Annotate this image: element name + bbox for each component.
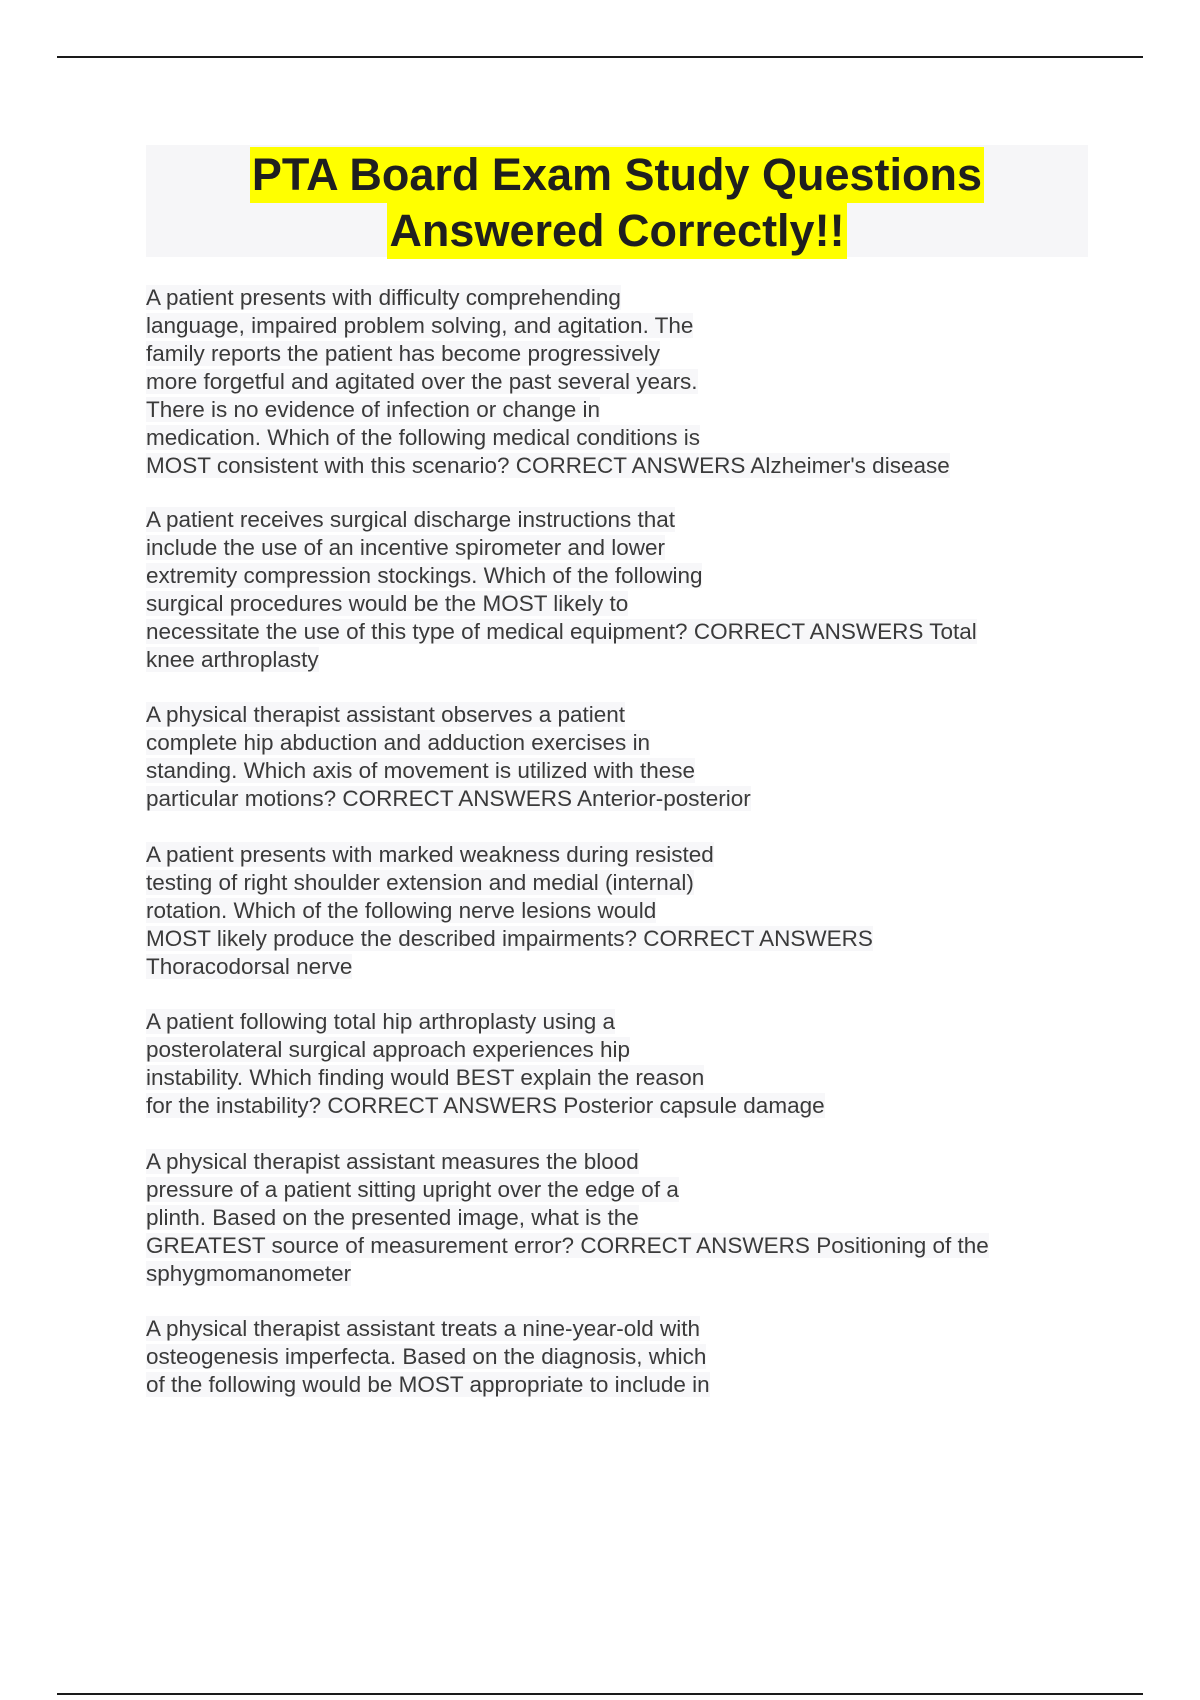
question-line: osteogenesis imperfecta. Based on the diagnosis, which	[146, 1344, 707, 1369]
question-line: complete hip abduction and adduction exercises in	[146, 730, 651, 755]
question-line: surgical procedures would be the MOST likely to	[146, 591, 629, 616]
question-line: Thoracodorsal nerve	[146, 954, 353, 979]
question-5	[146, 1008, 1106, 1120]
question-4	[146, 841, 1106, 981]
document-title	[146, 145, 1088, 257]
question-line: A physical therapist assistant measures the blood	[146, 1149, 639, 1174]
question-line: instability. Which finding would BEST explain the reason	[146, 1065, 705, 1090]
question-line: There is no evidence of infection or change in	[146, 397, 601, 422]
question-line: A patient presents with difficulty comprehending	[146, 285, 621, 310]
question-7	[146, 1315, 1106, 1399]
question-1	[146, 284, 1106, 480]
question-line: A patient receives surgical discharge instructions that	[146, 507, 676, 532]
question-line: MOST consistent with this scenario? CORRECT ANSWERS Alzheimer's disease	[146, 453, 950, 478]
top-rule	[57, 56, 1143, 58]
question-line: A patient following total hip arthroplasty using a	[146, 1009, 616, 1034]
question-2	[146, 506, 1106, 674]
question-line: particular motions? CORRECT ANSWERS Anterior-posterior	[146, 786, 751, 811]
question-line: A physical therapist assistant observes a patient	[146, 702, 626, 727]
question-line: of the following would be MOST appropriate to include in	[146, 1372, 710, 1397]
question-line: for the instability? CORRECT ANSWERS Posterior capsule damage	[146, 1093, 825, 1118]
question-3	[146, 701, 1106, 813]
question-line: testing of right shoulder extension and medial (internal)	[146, 870, 694, 895]
question-line: language, impaired problem solving, and agitation. The	[146, 313, 694, 338]
question-line: include the use of an incentive spirometer and lower	[146, 535, 666, 560]
question-line: knee arthroplasty	[146, 647, 319, 672]
question-line: plinth. Based on the presented image, what is the	[146, 1205, 639, 1230]
question-line: extremity compression stockings. Which of the following	[146, 563, 703, 588]
question-line: standing. Which axis of movement is utilized with these	[146, 758, 695, 783]
question-line: A physical therapist assistant treats a nine-year-old with	[146, 1316, 701, 1341]
question-line: medication. Which of the following medical conditions is	[146, 425, 701, 450]
question-line: MOST likely produce the described impairments? CORRECT ANSWERS	[146, 926, 873, 951]
question-line: more forgetful and agitated over the past several years.	[146, 369, 698, 394]
question-line: family reports the patient has become progressively	[146, 341, 660, 366]
question-line: GREATEST source of measurement error? CORRECT ANSWERS Positioning of the	[146, 1233, 989, 1258]
question-line: necessitate the use of this type of medical equipment? CORRECT ANSWERS Total	[146, 619, 977, 644]
question-line: pressure of a patient sitting upright over the edge of a	[146, 1177, 679, 1202]
question-line: rotation. Which of the following nerve lesions would	[146, 898, 657, 923]
question-line: sphygmomanometer	[146, 1261, 352, 1286]
title-line-1: PTA Board Exam Study Questions	[250, 147, 984, 203]
question-line: A patient presents with marked weakness during resisted	[146, 842, 714, 867]
question-line: posterolateral surgical approach experiences hip	[146, 1037, 631, 1062]
bottom-rule	[57, 1693, 1143, 1695]
question-6	[146, 1148, 1106, 1288]
title-line-2: Answered Correctly!!	[387, 203, 846, 259]
